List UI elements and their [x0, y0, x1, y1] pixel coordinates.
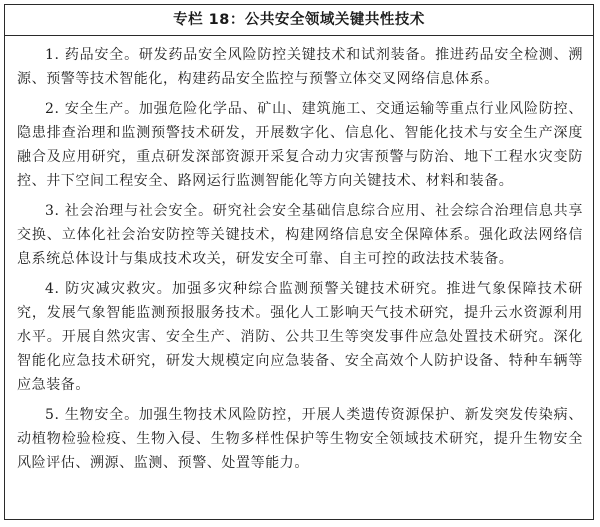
paragraph-social-governance: 3. 社会治理与社会安全。研究社会安全基础信息综合应用、社会综合治理信息共享交换、立体化社会治安防控等关键技术，构建网络信息安全保障体系。强化政法网络信息系统总体设计与集成技术攻关，研发安全可靠、自主可控的政法技术装备。	[17, 203, 583, 267]
box-body	[5, 36, 593, 475]
box-title: 专栏 18：公共安全领域关键共性技术	[5, 5, 593, 36]
paragraph-biosafety: 5. 生物安全。加强生物技术风险防控，开展人类遗传资源保护、新发突发传染病、动植物检验检疫、生物入侵、生物多样性保护等生物安全领域技术研究，提升生物安全风险评估、溯源、监测、预警、处置等能力。	[17, 407, 583, 471]
paragraph-drug-safety: 1. 药品安全。研发药品安全风险防控关键技术和试剂装备。推进药品安全检测、溯源、预警等技术智能化，构建药品安全监控与预警立体交叉网络信息体系。	[17, 47, 583, 87]
paragraph-production-safety: 2. 安全生产。加强危险化学品、矿山、建筑施工、交通运输等重点行业风险防控、隐患排查治理和监测预警技术研发，开展数字化、信息化、智能化技术与安全生产深度融合及应用研究，重点研发深部资源开采复合动力灾害预警与防治、地下工程水灾变防控、井下空间工程安全、路网运行监测智能化等方向关键技术、材料和装备。	[17, 101, 583, 189]
paragraph-disaster-prevention: 4. 防灾减灾救灾。加强多灾种综合监测预警关键技术研究。推进气象保障技术研究，发展气象智能监测预报服务技术。强化人工影响天气技术研究，提升云水资源利用水平。开展自然灾害、安全生产、消防、公共卫生等突发事件应急处置技术研究。深化智能化应急技术研究，研发大规模定向应急装备、安全高效个人防护设备、特种车辆等应急装备。	[17, 281, 583, 393]
sidebar-box	[4, 4, 594, 520]
